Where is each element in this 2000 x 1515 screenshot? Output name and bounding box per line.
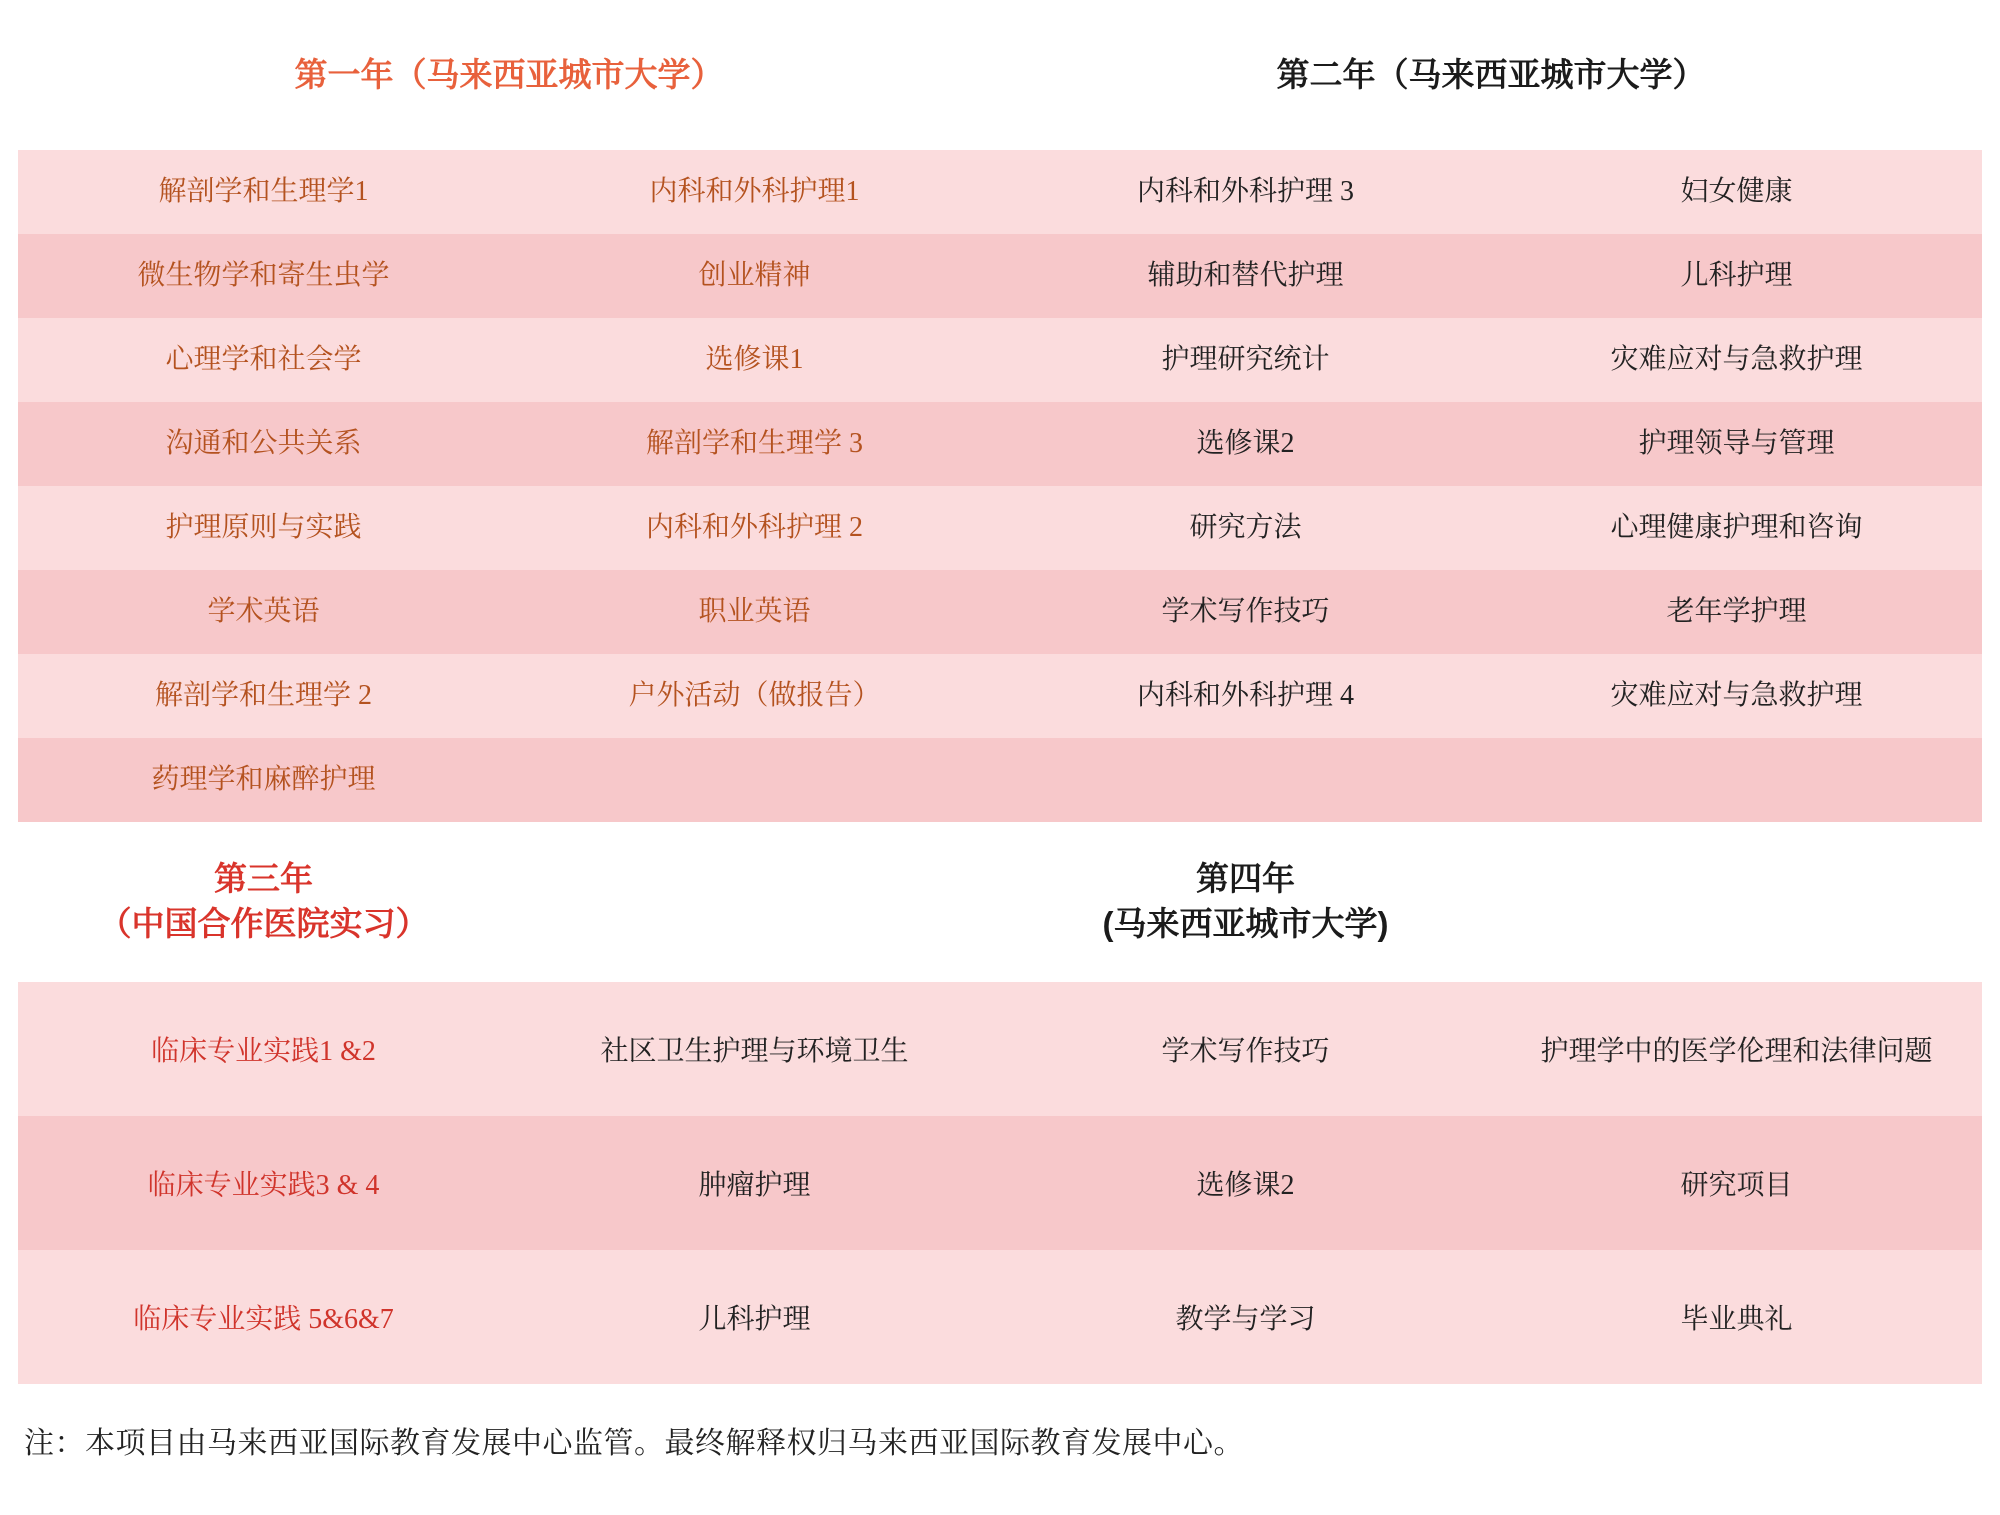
- table-row: [18, 738, 1982, 822]
- cell-y2-course: [1491, 738, 1982, 822]
- cell-y4-course: 教学与学习: [1000, 1250, 1491, 1384]
- cell-y1-course: 心理学和社会学: [18, 318, 509, 402]
- table-row: [18, 1116, 1982, 1250]
- cell-y2-course: 内科和外科护理 4: [1000, 654, 1491, 738]
- table-row: [18, 654, 1982, 738]
- cell-y3-course: 临床专业实践3 & 4: [18, 1116, 509, 1250]
- year4-header-line1: 第四年: [1196, 860, 1295, 898]
- cell-y1-course: 户外活动（做报告）: [509, 654, 1000, 738]
- cell-y2-course: [1000, 738, 1491, 822]
- year4-header: [509, 822, 1982, 982]
- year4-header-line2: (马来西亚城市大学): [1102, 905, 1389, 942]
- cell-y1-course: 选修课1: [509, 318, 1000, 402]
- cell-y1-course: 解剖学和生理学 2: [18, 654, 509, 738]
- cell-y2-course: 学术写作技巧: [1000, 570, 1491, 654]
- table-row: [18, 402, 1982, 486]
- year2-header: 第二年（马来西亚城市大学）: [1000, 0, 1982, 150]
- cell-y2-course: 灾难应对与急救护理: [1491, 318, 1982, 402]
- table-row: [18, 234, 1982, 318]
- header-row-years-1-2: [18, 0, 1982, 150]
- cell-y2-course: 护理领导与管理: [1491, 402, 1982, 486]
- cell-y2-course: 妇女健康: [1491, 150, 1982, 234]
- cell-y4-course: 儿科护理: [509, 1250, 1000, 1384]
- header-row-years-3-4: [18, 822, 1982, 982]
- cell-y1-course: 创业精神: [509, 234, 1000, 318]
- footnote: 注：本项目由马来西亚国际教育发展中心监管。最终解释权归马来西亚国际教育发展中心。: [24, 1427, 1244, 1460]
- table-row: [18, 982, 1982, 1116]
- cell-y2-course: 灾难应对与急救护理: [1491, 654, 1982, 738]
- cell-y1-course: 内科和外科护理1: [509, 150, 1000, 234]
- cell-y1-course: 药理学和麻醉护理: [18, 738, 509, 822]
- year3-header-line2: （中国合作医院实习）: [98, 905, 429, 942]
- curriculum-table: [18, 0, 1982, 1384]
- cell-y1-course: 微生物学和寄生虫学: [18, 234, 509, 318]
- cell-y3-course: 临床专业实践 5&6&7: [18, 1250, 509, 1384]
- cell-y4-course: 肿瘤护理: [509, 1116, 1000, 1250]
- cell-y4-course: 研究项目: [1491, 1116, 1982, 1250]
- cell-y1-course: 护理原则与实践: [18, 486, 509, 570]
- cell-y2-course: 辅助和替代护理: [1000, 234, 1491, 318]
- year1-header: 第一年（马来西亚城市大学）: [18, 0, 1000, 150]
- cell-y2-course: 老年学护理: [1491, 570, 1982, 654]
- cell-y1-course: 沟通和公共关系: [18, 402, 509, 486]
- cell-y2-course: 护理研究统计: [1000, 318, 1491, 402]
- cell-y2-course: 心理健康护理和咨询: [1491, 486, 1982, 570]
- table-row: [18, 486, 1982, 570]
- cell-y4-course: 社区卫生护理与环境卫生: [509, 982, 1000, 1116]
- cell-y2-course: 儿科护理: [1491, 234, 1982, 318]
- cell-y1-course: 解剖学和生理学1: [18, 150, 509, 234]
- cell-y4-course: 护理学中的医学伦理和法律问题: [1491, 982, 1982, 1116]
- table-row: [18, 318, 1982, 402]
- cell-y4-course: 学术写作技巧: [1000, 982, 1491, 1116]
- cell-y1-course: 学术英语: [18, 570, 509, 654]
- cell-y2-course: 选修课2: [1000, 402, 1491, 486]
- cell-y2-course: 内科和外科护理 3: [1000, 150, 1491, 234]
- cell-y3-course: 临床专业实践1 &2: [18, 982, 509, 1116]
- table-row: [18, 570, 1982, 654]
- year3-header-line1: 第三年: [214, 860, 313, 898]
- cell-y4-course: 毕业典礼: [1491, 1250, 1982, 1384]
- year3-header: [18, 822, 509, 982]
- cell-y2-course: 研究方法: [1000, 486, 1491, 570]
- cell-y4-course: 选修课2: [1000, 1116, 1491, 1250]
- cell-y1-course: 解剖学和生理学 3: [509, 402, 1000, 486]
- table-row: [18, 150, 1982, 234]
- cell-y1-course: 职业英语: [509, 570, 1000, 654]
- table-row: [18, 1250, 1982, 1384]
- cell-y1-course: [509, 738, 1000, 822]
- cell-y1-course: 内科和外科护理 2: [509, 486, 1000, 570]
